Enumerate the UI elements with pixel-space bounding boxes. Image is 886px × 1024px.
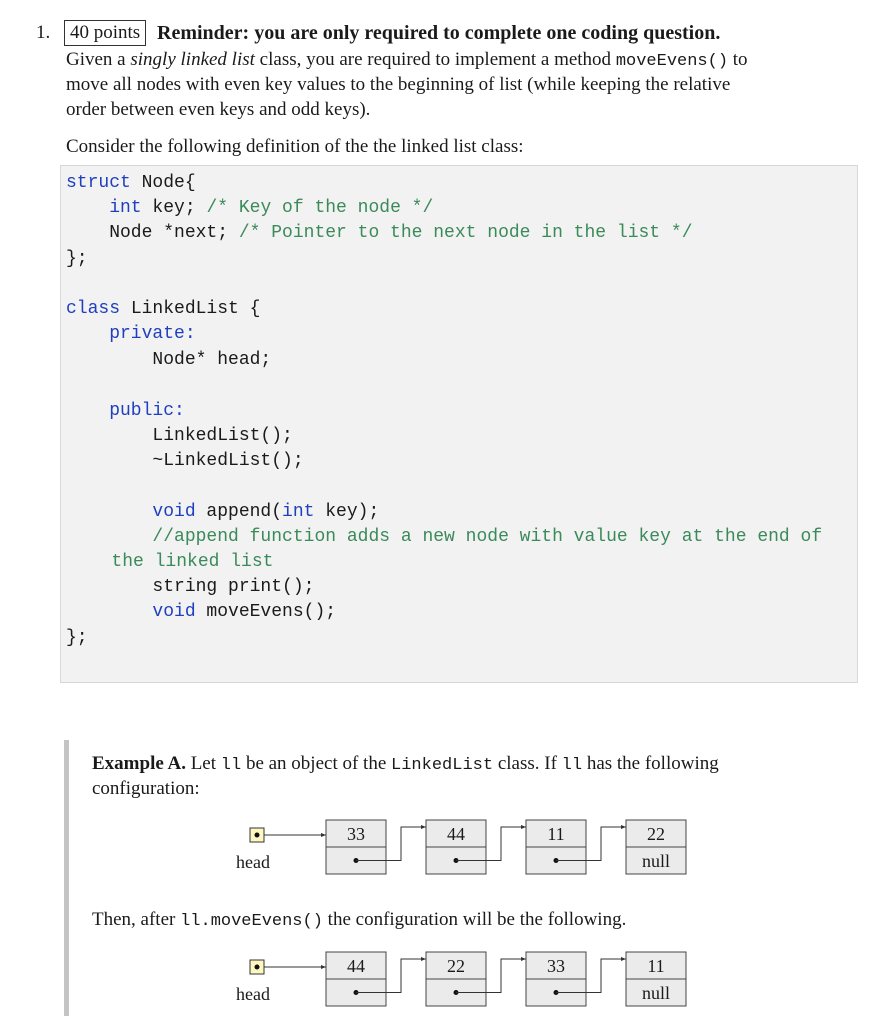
- node-key: 44: [447, 824, 465, 844]
- node-key: 33: [347, 824, 365, 844]
- code-comment: the linked list: [79, 552, 274, 572]
- node-key: 22: [647, 824, 665, 844]
- list-after-diagram: [236, 952, 686, 1006]
- list-node: [626, 952, 686, 1006]
- head-label: head: [236, 852, 270, 872]
- example-intro-2: configuration:: [92, 778, 200, 799]
- node-key: 33: [547, 956, 565, 976]
- code-line: };: [66, 249, 88, 269]
- code-line: public:: [66, 401, 185, 421]
- reminder-heading: Reminder: you are only required to complete one coding question.: [157, 22, 721, 44]
- example-then: Then, after ll.moveEvens() the configuration will be the following.: [92, 909, 627, 931]
- code-comment: //append function adds a new node with value key at the end of: [66, 527, 823, 547]
- list-before-diagram: [236, 820, 686, 874]
- example-intro: Example A. Let ll be an object of the LinkedList class. If ll has the following: [92, 753, 719, 775]
- list-node: [326, 952, 426, 1006]
- list-node: [426, 820, 526, 874]
- head-label: head: [236, 984, 270, 1004]
- node-key: 22: [447, 956, 465, 976]
- pointer-dot: [255, 833, 260, 838]
- intro-line-1: Given a singly linked list class, you are required to implement a method moveEvens() to: [66, 49, 748, 71]
- code-line: int key; /* Key of the node */: [66, 198, 434, 218]
- points-badge: 40 points: [64, 20, 146, 46]
- code-line: void append(int key);: [66, 502, 380, 522]
- list-node: [526, 820, 626, 874]
- code-line: string print();: [66, 577, 315, 597]
- pointer-dot: [255, 965, 260, 970]
- intro-line-2: move all nodes with even key values to the beginning of list (while keeping the relative: [66, 74, 731, 95]
- null-label: null: [641, 851, 671, 871]
- null-label: null: [641, 983, 671, 1003]
- code-line: struct Node{: [66, 173, 196, 193]
- code-line: Node* head;: [66, 350, 272, 370]
- list-node: [326, 820, 426, 874]
- list-node: [626, 820, 686, 874]
- node-key: 11: [647, 956, 665, 976]
- code-line: LinkedList();: [66, 426, 293, 446]
- question-number: 1.: [36, 22, 51, 43]
- list-node: [426, 952, 526, 1006]
- code-line: class LinkedList {: [66, 299, 261, 319]
- code-line: Node *next; /* Pointer to the next node in the list */: [66, 223, 693, 243]
- node-key: 44: [347, 956, 365, 976]
- consider-text: Consider the following definition of the the linked list class:: [66, 136, 524, 157]
- code-line: private:: [66, 324, 196, 344]
- node-key: 11: [547, 824, 565, 844]
- code-line: };: [66, 628, 88, 648]
- code-line: ~LinkedList();: [66, 451, 304, 471]
- code-line: void moveEvens();: [66, 602, 337, 622]
- intro-line-3: order between even keys and odd keys).: [66, 99, 371, 120]
- list-node: [526, 952, 626, 1006]
